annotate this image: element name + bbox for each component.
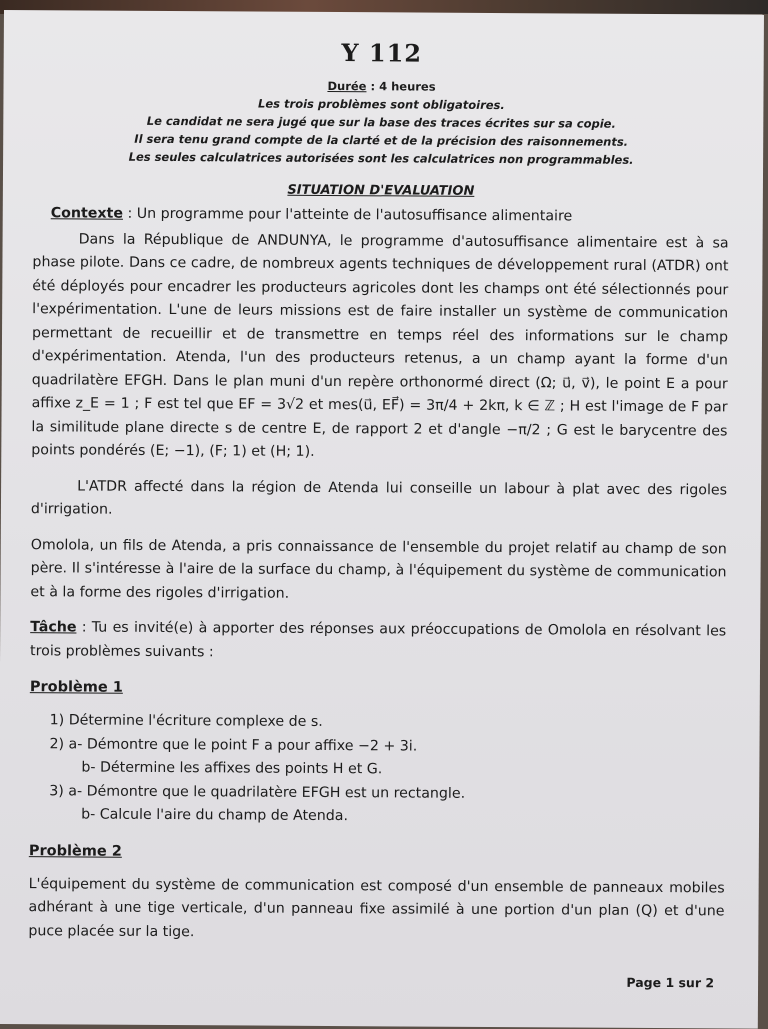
problem-2-text: L'équipement du système de communication est composé d'un ensemble de panneaux mobiles adhérant à une tige verticale, d'un panneau fixe assimilé à une portion d'un plan (Q) et d'une puce placée sur la tige. (28, 875, 725, 940)
instruction-line-2: Le candidat ne sera jugé que sur la base des traces écrites sur sa copie. (146, 113, 616, 131)
task-label: Tâche (30, 619, 77, 636)
paragraph-situation: Dans la République de ANDUNYA, le programme d'autosuffisance alimentaire est à sa phase pilote. Dans ce cadre, de nombreux agents techniques de développement rural (ATDR) ont été déployés pour encadrer les producteurs agricoles dont les champs ont été sélectionnés pour l'expérimentation. L'une de leurs missions est de faire installer un système de communication permettant de recueillir et de transmettre en temps réel des informations sur le champ d'expérimentation. Atenda, l'un des producteurs retenus, a un champ ayant la forme d'un quadrilatère EFGH. Dans le plan muni d'un repère orthonormé direct (Ω; u⃗, v⃗), le point E a pour affixe z_E = 1 ; F est tel que EF = 3√2 et mes(u⃗, EF⃗) = 3π/4 + 2kπ, k ∈ ℤ ; H est l'image de F par la similitude plane directe s de centre E, de rapport 2 et d'angle −π/2 ; G est le barycentre des points pondérés (E; −1), (F; 1) et (H; 1). (31, 230, 729, 460)
question-2b: b- Détermine les affixes des points H et G. (81, 759, 383, 778)
situation-title: SITUATION D'EVALUATION (287, 182, 475, 199)
instruction-line-3: Il sera tenu grand compte de la clarté et de la précision des raisonnements. (134, 131, 629, 149)
duration-label: Durée (327, 78, 367, 94)
duration-value: : 4 heures (366, 79, 436, 94)
problem-1-title: Problème 1 (29, 679, 123, 696)
context-text: : Un programme pour l'atteinte de l'autosuffisance alimentaire (122, 205, 573, 225)
paragraph-omolola: Omolola, un fils de Atenda, a pris connaissance de l'ensemble du projet relatif au champ de son père. Il s'intéresse à l'aire de la surface du champ, à l'équipement du système de communication et à la forme des rigoles d'irrigation. (30, 536, 727, 602)
instruction-line-4: Les seules calculatrices autorisées sont les calculatrices non programmables. (128, 149, 634, 167)
exam-instructions (33, 75, 730, 169)
question-3b: b- Calcule l'aire du champ de Atenda. (81, 806, 349, 825)
page-number: Page 1 sur 2 (626, 974, 715, 991)
task-text: : Tu es invité(e) à apporter des réponses aux préoccupations de Omolola en résolvant les trois problèmes suivants : (30, 619, 727, 660)
question-2a: 2) a- Démontre que le point F a pour affixe −2 + 3i. (49, 735, 418, 755)
exam-sheet (0, 10, 764, 1029)
exam-code: Y 112 (341, 38, 423, 68)
task-line (30, 616, 726, 667)
question-1: 1) Détermine l'écriture complexe de s. (49, 712, 323, 730)
context-label: Contexte (50, 205, 124, 222)
problem-2-title: Problème 2 (28, 842, 122, 860)
paragraph-atdr: L'ATDR affecté dans la région de Atenda lui conseille un labour à plat avec des rigoles d'irrigation. (30, 477, 728, 518)
instruction-line-1: Les trois problèmes sont obligatoires. (258, 96, 505, 113)
question-3a: 3) a- Démontre que le quadrilatère EFGH est un rectangle. (49, 782, 466, 802)
context-line (33, 202, 729, 230)
